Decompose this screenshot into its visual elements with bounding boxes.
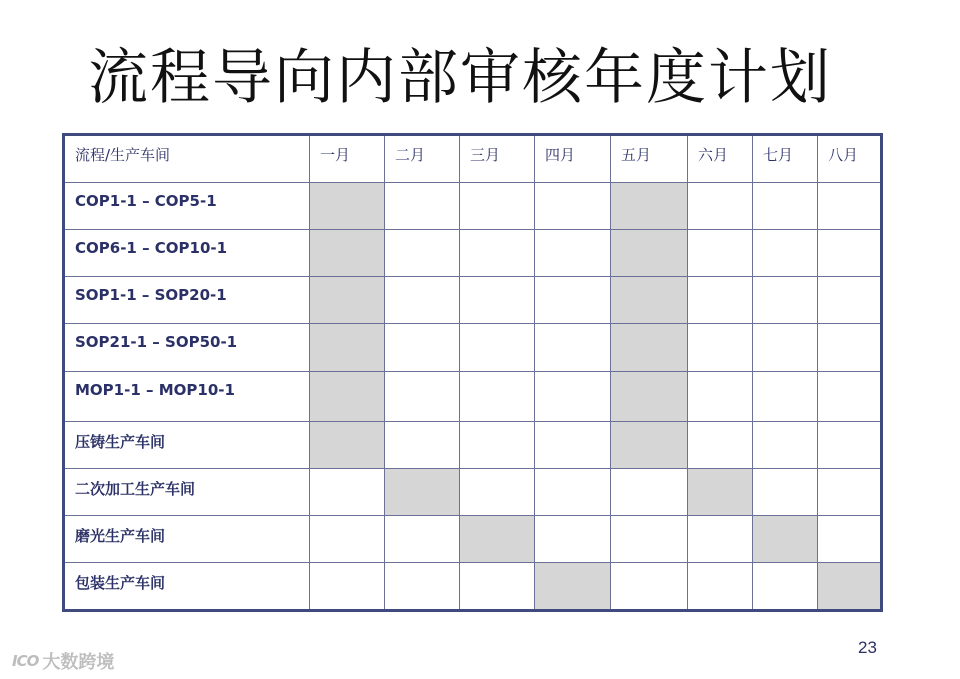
table-body <box>64 135 882 611</box>
empty-cell <box>535 324 611 372</box>
empty-cell <box>535 183 611 230</box>
empty-cell <box>385 230 460 277</box>
scheduled-cell <box>310 230 385 277</box>
audit-plan-table <box>62 133 883 612</box>
empty-cell <box>460 183 535 230</box>
empty-cell <box>460 469 535 516</box>
month-header: 二月 <box>385 135 460 183</box>
empty-cell <box>753 277 818 324</box>
empty-cell <box>385 422 460 469</box>
empty-cell <box>611 516 688 563</box>
scheduled-cell <box>611 372 688 422</box>
empty-cell <box>818 324 882 372</box>
empty-cell <box>753 230 818 277</box>
empty-cell <box>818 469 882 516</box>
slide-title: 流程导向内部审核年度计划 <box>88 43 832 113</box>
watermark-text: 大数跨境 <box>42 652 115 673</box>
empty-cell <box>688 230 753 277</box>
empty-cell <box>535 422 611 469</box>
scheduled-cell <box>310 277 385 324</box>
month-header: 四月 <box>535 135 611 183</box>
empty-cell <box>310 563 385 611</box>
empty-cell <box>385 277 460 324</box>
scheduled-cell <box>611 230 688 277</box>
empty-cell <box>753 372 818 422</box>
empty-cell <box>385 516 460 563</box>
empty-cell <box>688 422 753 469</box>
empty-cell <box>535 277 611 324</box>
table-row <box>64 516 882 563</box>
empty-cell <box>818 230 882 277</box>
empty-cell <box>310 516 385 563</box>
row-label: SOP1-1 – SOP20-1 <box>64 277 310 324</box>
table-header-row <box>64 135 882 183</box>
empty-cell <box>753 183 818 230</box>
table-row <box>64 469 882 516</box>
row-label: 包装生产车间 <box>64 563 310 611</box>
empty-cell <box>385 372 460 422</box>
month-header: 八月 <box>818 135 882 183</box>
row-label: COP6-1 – COP10-1 <box>64 230 310 277</box>
table-row <box>64 183 882 230</box>
table-row <box>64 563 882 611</box>
empty-cell <box>818 372 882 422</box>
row-label: SOP21-1 – SOP50-1 <box>64 324 310 372</box>
empty-cell <box>385 324 460 372</box>
watermark <box>12 648 114 674</box>
empty-cell <box>310 469 385 516</box>
empty-cell <box>460 563 535 611</box>
scheduled-cell <box>460 516 535 563</box>
scheduled-cell <box>688 469 753 516</box>
scheduled-cell <box>611 324 688 372</box>
empty-cell <box>688 183 753 230</box>
empty-cell <box>460 372 535 422</box>
row-label: 二次加工生产车间 <box>64 469 310 516</box>
header-label-cell: 流程/生产车间 <box>64 135 310 183</box>
empty-cell <box>688 277 753 324</box>
empty-cell <box>460 324 535 372</box>
empty-cell <box>385 563 460 611</box>
empty-cell <box>818 277 882 324</box>
empty-cell <box>460 277 535 324</box>
empty-cell <box>753 563 818 611</box>
page-number: 23 <box>858 638 877 657</box>
table-row <box>64 277 882 324</box>
table-row <box>64 422 882 469</box>
empty-cell <box>535 516 611 563</box>
table-row <box>64 372 882 422</box>
scheduled-cell <box>535 563 611 611</box>
empty-cell <box>611 469 688 516</box>
empty-cell <box>753 422 818 469</box>
empty-cell <box>753 324 818 372</box>
empty-cell <box>688 563 753 611</box>
month-header: 七月 <box>753 135 818 183</box>
empty-cell <box>818 516 882 563</box>
empty-cell <box>818 422 882 469</box>
scheduled-cell <box>611 183 688 230</box>
table-row <box>64 324 882 372</box>
scheduled-cell <box>611 277 688 324</box>
scheduled-cell <box>611 422 688 469</box>
scheduled-cell <box>818 563 882 611</box>
row-label: 压铸生产车间 <box>64 422 310 469</box>
empty-cell <box>688 516 753 563</box>
empty-cell <box>460 230 535 277</box>
month-header: 六月 <box>688 135 753 183</box>
scheduled-cell <box>310 324 385 372</box>
empty-cell <box>460 422 535 469</box>
scheduled-cell <box>310 372 385 422</box>
empty-cell <box>385 183 460 230</box>
month-header: 一月 <box>310 135 385 183</box>
watermark-logo: ICO <box>12 652 39 670</box>
scheduled-cell <box>385 469 460 516</box>
empty-cell <box>818 183 882 230</box>
table-row <box>64 230 882 277</box>
row-label: 磨光生产车间 <box>64 516 310 563</box>
scheduled-cell <box>310 183 385 230</box>
empty-cell <box>535 372 611 422</box>
empty-cell <box>611 563 688 611</box>
row-label: COP1-1 – COP5-1 <box>64 183 310 230</box>
empty-cell <box>535 469 611 516</box>
scheduled-cell <box>753 516 818 563</box>
month-header: 五月 <box>611 135 688 183</box>
scheduled-cell <box>310 422 385 469</box>
row-label: MOP1-1 – MOP10-1 <box>64 372 310 422</box>
month-header: 三月 <box>460 135 535 183</box>
empty-cell <box>688 324 753 372</box>
empty-cell <box>688 372 753 422</box>
empty-cell <box>753 469 818 516</box>
empty-cell <box>535 230 611 277</box>
